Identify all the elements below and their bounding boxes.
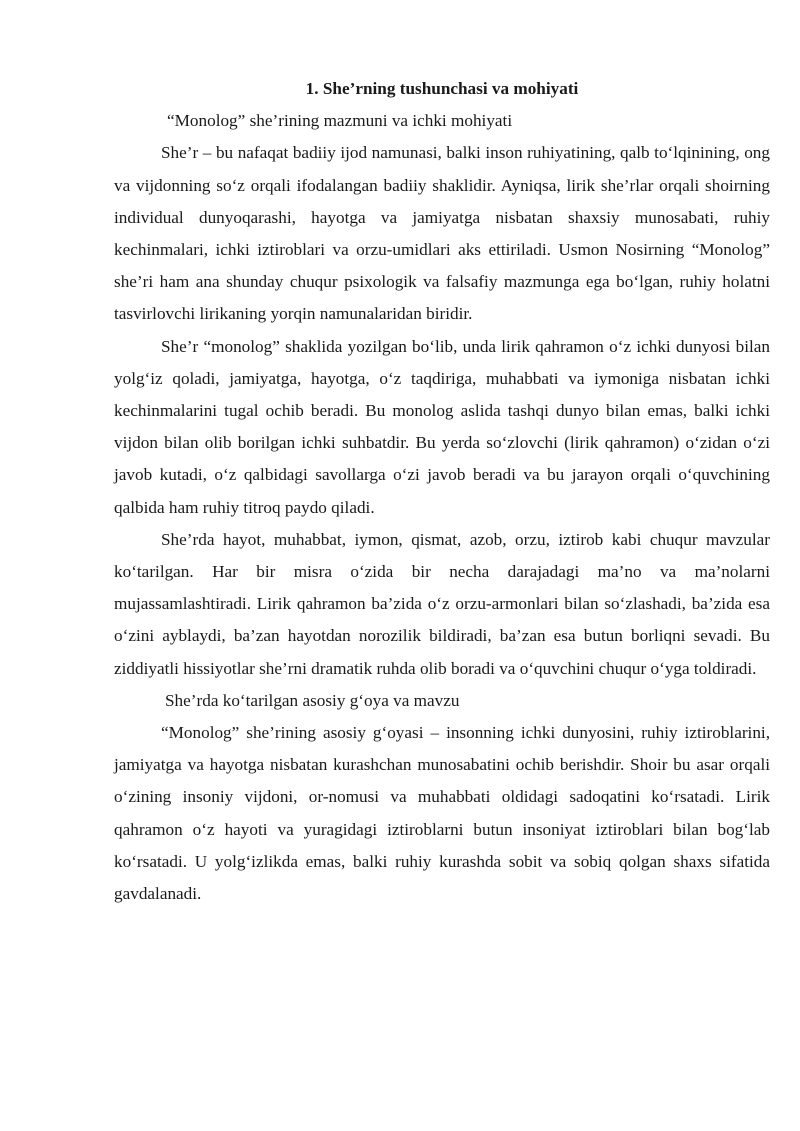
section-title: 1. She’rning tushunchasi va mohiyati — [305, 79, 579, 98]
paragraph-2: She’r “monolog” shaklida yozilgan bo‘lib, unda lirik qahramon o‘z ichki dunyosi bilan yolg‘iz qoladi, jamiyatga, hayotga, o‘z taqdiriga, muhabbati va iymoniga nisbatan ichki kechinmalarini tugal ochib beradi. Bu monolog aslida tashqi dunyo bilan emas, balki ichki vijdon bilan olib borilgan ichki suhbatdir. Bu yerda so‘zlovchi (lirik qahramon) o‘zidan o‘zi javob kutadi, o‘z qalbidagi savollarga o‘zi javob beradi va bu jarayon orqali o‘quvchining qalbida ham ruhiy titroq paydo qiladi. — [114, 336, 770, 517]
paragraph-4: “Monolog” she’rining asosiy g‘oyasi – insonning ichki dunyosini, ruhiy iztiroblarini, jamiyatga va hayotga nisbatan kurashchan munosabatini ochib berishdir. Shoir bu asar orqali o‘zining insoniy vijdoni, or-nomusi va muhabbati oldidagi sadoqatini ko‘rsatadi. Lirik qahramon o‘z hayoti va yuragidagi iztiroblarni butun insoniyat iztiroblari bilan bog‘lab ko‘rsatadi. U yolg‘izlikda emas, balki ruhiy kurashda sobit va sobiq qolgan shaxs sifatida gavdalanadi. — [114, 723, 770, 904]
subheading-main-idea: She’rda ko‘tarilgan asosiy g‘oya va mavzu — [165, 690, 460, 710]
paragraph-1: She’r – bu nafaqat badiiy ijod namunasi, balki inson ruhiyatining, qalb to‘lqinining, ong va vijdonning so‘z orqali ifodalangan badiiy shaklidir. Ayniqsa, lirik she’rlar orqali shoirning individual dunyoqarashi, hayotga va jamiyatga nisbatan shaxsiy munosabati, ruhiy kechinmalari, ichki iztiroblari va orzu-umidlari aks ettiriladi. Usmon Nosirning “Monolog” she’ri ham ana shunday chuqur psixologik va falsafiy mazmunga ega bo‘lgan, ruhiy holatni tasvirlovchi lirikaning yorqin namunalaridan biridir. — [114, 143, 770, 324]
paragraph-3: She’rda hayot, muhabbat, iymon, qismat, azob, orzu, iztirob kabi chuqur mavzular ko‘tarilgan. Har bir misra o‘zida bir necha darajadagi ma’no va ma’nolarni mujassamlashtiradi. Lirik qahramon ba’zida o‘z orzu-armonlari bilan so‘zlashadi, ba’zida esa o‘zini ayblaydi, ba’zan hayotdan norozilik bildiradi, ba’zan esa butun borliqni sevadi. Bu ziddiyatli hissiyotlar she’rni dramatik ruhda olib boradi va o‘quvchini chuqur o‘yga toldiradi. — [114, 529, 770, 678]
subheading-monolog-content: “Monolog” she’rining mazmuni va ichki mohiyati — [167, 111, 513, 131]
document-body — [114, 73, 770, 910]
